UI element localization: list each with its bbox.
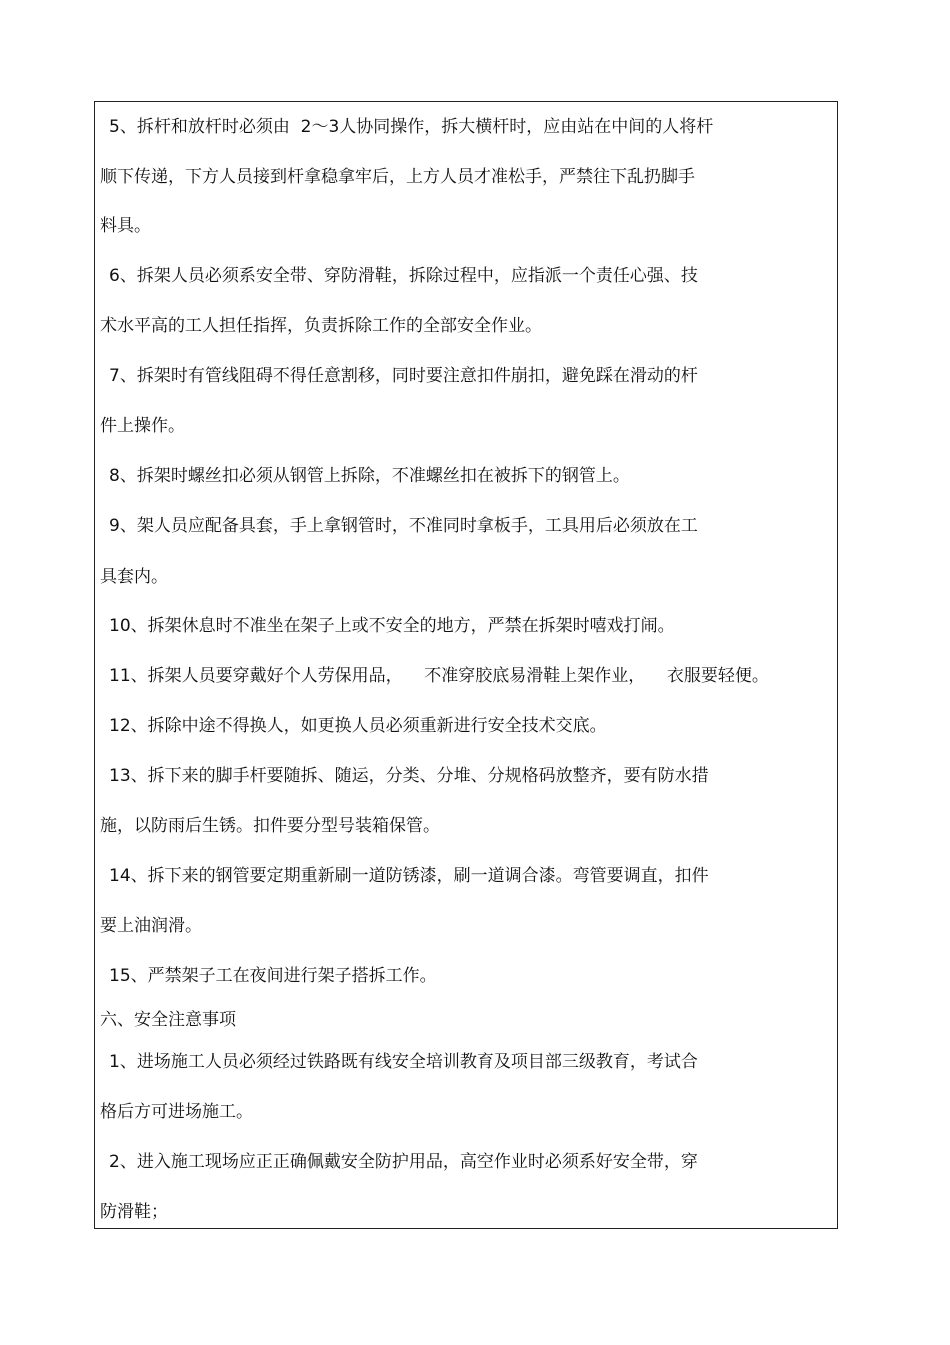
item-10-line-1: 10、拆架休息时不准坐在架子上或不安全的地方，严禁在拆架时嘻戏打闹。 — [109, 616, 675, 636]
item-14-line-2: 要上油润滑。 — [100, 916, 202, 936]
safety-item-2-line-1: 2、进入施工现场应正正确佩戴安全防护用品，高空作业时必须系好安全带，穿 — [109, 1152, 698, 1172]
safety-item-1-line-2: 格后方可进场施工。 — [100, 1102, 253, 1122]
item-13-line-1: 13、拆下来的脚手杆要随拆、随运，分类、分堆、分规格码放整齐，要有防水措 — [109, 766, 709, 786]
item-11-line-1: 11、拆架人员要穿戴好个人劳保用品， 不准穿胶底易滑鞋上架作业， 衣服要轻便。 — [109, 666, 769, 686]
safety-item-1-line-1: 1、进场施工人员必须经过铁路既有线安全培训教育及项目部三级教育，考试合 — [109, 1052, 698, 1072]
item-12-line-1: 12、拆除中途不得换人，如更换人员必须重新进行安全技术交底。 — [109, 716, 607, 736]
item-9-line-1: 9、架人员应配备具套，手上拿钢管时，不准同时拿板手，工具用后必须放在工 — [109, 516, 698, 536]
item-5-line-2: 顺下传递，下方人员接到杆拿稳拿牢后，上方人员才准松手，严禁往下乱扔脚手 — [100, 167, 695, 187]
item-8-line-1: 8、拆架时螺丝扣必须从钢管上拆除，不准螺丝扣在被拆下的钢管上。 — [109, 466, 630, 486]
item-14-line-1: 14、拆下来的钢管要定期重新刷一道防锈漆，刷一道调合漆。弯管要调直，扣件 — [109, 866, 709, 886]
item-6-line-2: 术水平高的工人担任指挥，负责拆除工作的全部安全作业。 — [100, 316, 542, 336]
item-6-line-1: 6、拆架人员必须系安全带、穿防滑鞋，拆除过程中，应指派一个责任心强、技 — [109, 266, 698, 286]
item-13-line-2: 施，以防雨后生锈。扣件要分型号装箱保管。 — [100, 816, 440, 836]
item-5-line-3: 料具。 — [100, 216, 151, 236]
item-7-line-1: 7、拆架时有管线阻碍不得任意割移，同时要注意扣件崩扣，避免踩在滑动的杆 — [109, 366, 698, 386]
item-9-line-2: 具套内。 — [100, 567, 168, 587]
item-7-line-2: 件上操作。 — [100, 416, 185, 436]
item-15-line-1: 15、严禁架子工在夜间进行架子搭拆工作。 — [109, 966, 437, 986]
safety-item-2-line-2: 防滑鞋； — [100, 1202, 168, 1222]
item-5-line-1: 5、拆杆和放杆时必须由 2～3人协同操作，拆大横杆时，应由站在中间的人将杆 — [109, 117, 714, 137]
section-heading: 六、安全注意事项 — [100, 1010, 236, 1030]
